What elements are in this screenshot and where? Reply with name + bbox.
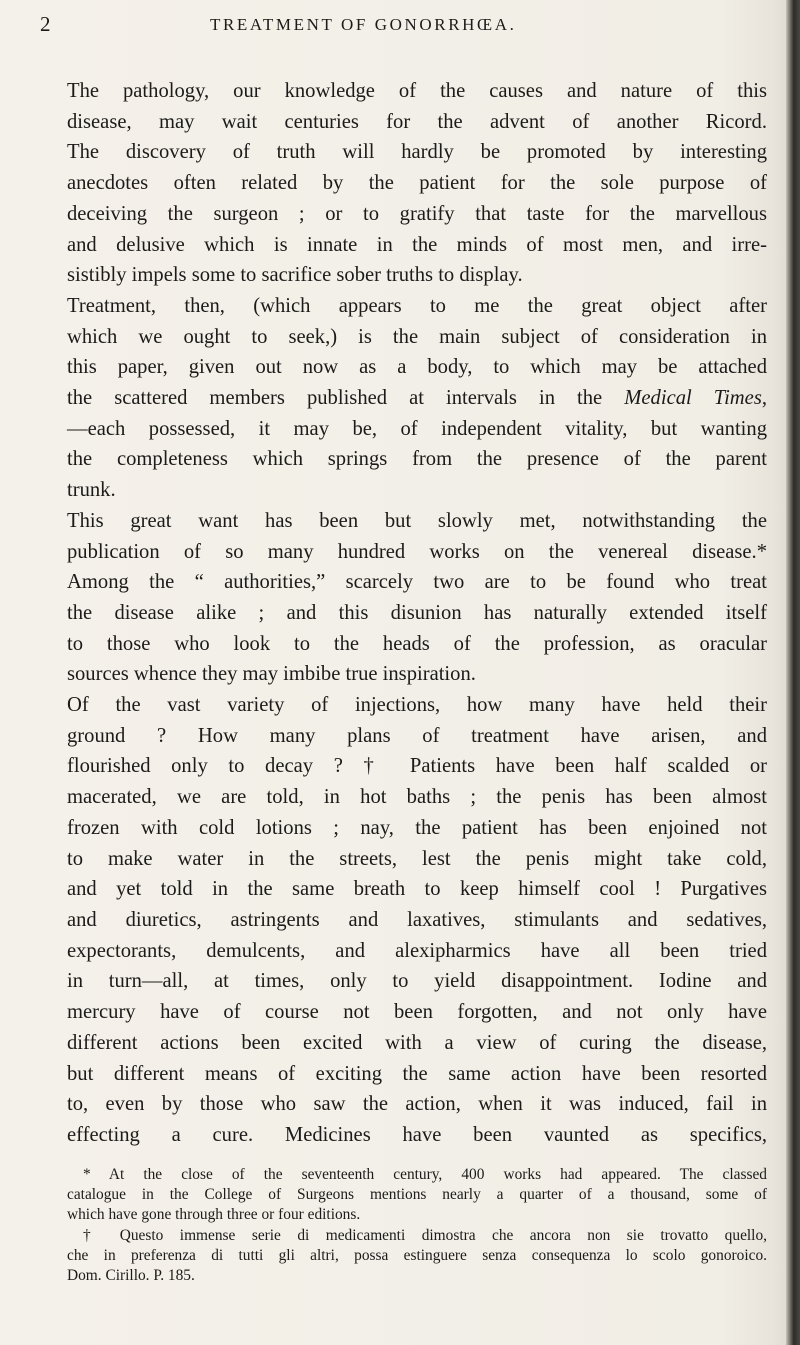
body-line: but different means of exciting the same action have been resorted	[67, 1062, 767, 1085]
body-line: the completeness which springs from the presence of the parent	[67, 448, 767, 471]
body-line: Of the vast variety of injections, how many have held their	[67, 694, 767, 717]
body-line: the scattered members published at intervals in the Medical Times,	[67, 387, 767, 410]
body-line: trunk.	[67, 479, 116, 502]
body-line: Treatment, then, (which appears to me the great object after	[67, 294, 767, 317]
body-line: in turn—all, at times, only to yield disappointment. Iodine and	[67, 970, 767, 993]
body-line: flourished only to decay ? † Patients have been half scalded or	[67, 755, 767, 778]
footnote-line: which have gone through three or four editions.	[67, 1206, 361, 1224]
body-line: and delusive which is innate in the minds of most men, and irre-	[67, 233, 767, 256]
page-number: 2	[40, 12, 51, 36]
page-binding-edge	[786, 0, 800, 1345]
page-header	[0, 6, 800, 36]
footnote-line: catalogue in the College of Surgeons mentions nearly a quarter of a thousand, some of	[67, 1186, 767, 1204]
footnotes	[67, 1165, 767, 1286]
body-line: to, even by those who saw the action, when it was induced, fail in	[67, 1093, 767, 1116]
footnote-line: Dom. Cirillo. P. 185.	[67, 1267, 195, 1285]
body-line: and yet told in the same breath to keep himself cool ! Purgatives	[67, 878, 767, 901]
footnote-line: che in preferenza di tutti gli altri, possa estinguere senza consequenza lo scolo gonoroico.	[67, 1246, 767, 1264]
body-line: effecting a cure. Medicines have been vaunted as specifics,	[67, 1123, 767, 1146]
body-line: macerated, we are told, in hot baths ; the penis has been almost	[67, 786, 767, 809]
body-line: and diuretics, astringents and laxatives, stimulants and sedatives,	[67, 908, 767, 931]
body-line: this paper, given out now as a body, to which may be attached	[67, 356, 767, 379]
body-line: to those who look to the heads of the profession, as oracular	[67, 632, 767, 655]
body-line: sistibly impels some to sacrifice sober truths to display.	[67, 264, 523, 287]
body-text	[67, 76, 767, 1151]
body-line: disease, may wait centuries for the advent of another Ricord.	[67, 110, 767, 133]
body-line: publication of so many hundred works on the venereal disease.*	[67, 540, 767, 563]
body-line: the disease alike ; and this disunion has naturally extended itself	[67, 601, 767, 624]
journal-title: Medical Times	[624, 387, 762, 410]
body-line: ground ? How many plans of treatment have arisen, and	[67, 724, 767, 747]
body-line: anecdotes often related by the patient for the sole purpose of	[67, 172, 767, 195]
body-line: frozen with cold lotions ; nay, the patient has been enjoined not	[67, 816, 767, 839]
body-line: This great want has been but slowly met, notwithstanding the	[67, 509, 767, 532]
body-line: The discovery of truth will hardly be promoted by interesting	[67, 141, 767, 164]
body-line: sources whence they may imbibe true inspiration.	[67, 663, 476, 686]
body-line: to make water in the streets, lest the penis might take cold,	[67, 847, 767, 870]
footnote-line: * At the close of the seventeenth century, 400 works had appeared. The classed	[83, 1166, 767, 1183]
footnote-line: † Questo immense serie di medicamenti dimostra che ancora non sie trovatto quello,	[83, 1226, 767, 1244]
body-line: different actions been excited with a view of curing the disease,	[67, 1031, 767, 1054]
body-line: mercury have of course not been forgotten, and not only have	[67, 1001, 767, 1024]
body-line: Among the “ authorities,” scarcely two are to be found who treat	[67, 571, 767, 594]
body-line: expectorants, demulcents, and alexipharmics have all been tried	[67, 939, 767, 962]
body-line: which we ought to seek,) is the main subject of consideration in	[67, 325, 767, 348]
running-head: TREATMENT OF GONORRHŒA.	[210, 15, 517, 34]
body-line: The pathology, our knowledge of the causes and nature of this	[67, 80, 767, 102]
body-line: —each possessed, it may be, of independent vitality, but wanting	[67, 417, 767, 440]
body-line: deceiving the surgeon ; or to gratify that taste for the marvellous	[67, 202, 767, 225]
